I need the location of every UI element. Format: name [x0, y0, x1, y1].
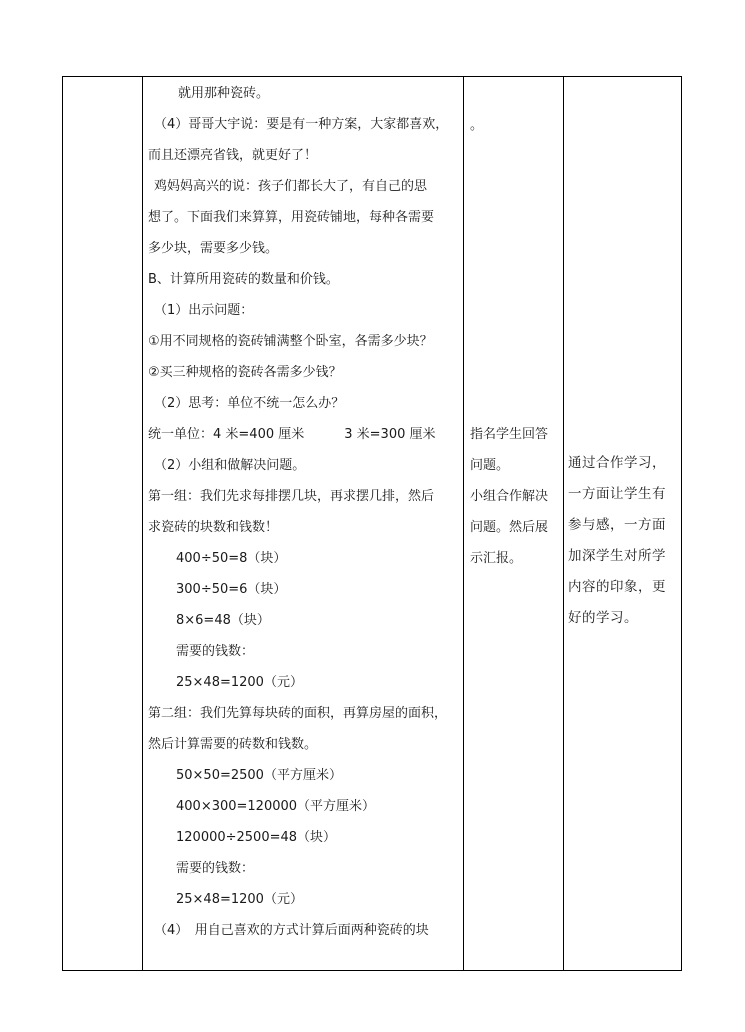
- teaching-process-column: [148, 78, 460, 946]
- text-line: （2）思考：单位不统一怎么办？: [154, 396, 345, 411]
- calculation-line: 50×50=2500（平方厘米）: [176, 768, 342, 783]
- text-line: 好的学习。: [568, 610, 638, 626]
- text-line: 然后计算需要的砖数和钱数。: [148, 737, 318, 752]
- text-line: 想了。下面我们来算算，用瓷砖铺地，每种各需要: [148, 210, 435, 225]
- table-right-border: [681, 76, 682, 971]
- section-heading: B、计算所用瓷砖的数量和价钱。: [148, 272, 339, 287]
- text-line: 求瓷砖的块数和钱数！: [148, 520, 279, 535]
- student-activity-column: [470, 419, 560, 574]
- text-line: 就用那种瓷砖。: [178, 86, 270, 101]
- calculation-line: 120000÷2500=48（块）: [176, 830, 337, 845]
- calculation-line: 25×48=1200（元）: [176, 675, 303, 690]
- text-line: 示汇报。: [470, 551, 523, 566]
- calculation-line: 300÷50=6（块）: [176, 582, 287, 597]
- design-intent-column: [568, 448, 678, 634]
- text-line: 第一组：我们先求每排摆几块，再求摆几排，然后: [148, 489, 435, 504]
- text-line: （4） 用自己喜欢的方式计算后面两种瓷砖的块: [154, 923, 429, 938]
- text-line: 通过合作学习，: [568, 455, 666, 471]
- question-item: ①用不同规格的瓷砖铺满整个卧室，各需多少块？: [148, 334, 433, 349]
- text-line: 一方面让学生有: [568, 486, 666, 502]
- unit-conversion-line: 统一单位：4 米=400 厘米 3 米=300 厘米: [148, 427, 436, 442]
- calculation-line: 8×6=48（块）: [176, 613, 270, 628]
- text-line: 加深学生对所学: [568, 548, 666, 564]
- text-line: 需要的钱数：: [176, 861, 255, 876]
- text-line: （4）哥哥大宇说：要是有一种方案，大家都喜欢，: [154, 117, 449, 132]
- calculation-line: 25×48=1200（元）: [176, 892, 303, 907]
- table-bottom-border: [62, 970, 682, 971]
- text-line: 内容的印象，更: [568, 579, 666, 595]
- calculation-line: 400÷50=8（块）: [176, 551, 287, 566]
- text-line: 指名学生回答: [470, 427, 549, 442]
- text-line: 而且还漂亮省钱，就更好了！: [148, 148, 318, 163]
- text-line: 小组合作解决: [470, 489, 549, 504]
- text-line: （1）出示问题：: [154, 303, 254, 318]
- table-col-divider-3: [563, 76, 564, 971]
- table-left-border: [62, 76, 63, 971]
- table-top-border: [62, 76, 682, 77]
- text-line: 多少块，需要多少钱。: [148, 241, 279, 256]
- calculation-line: 400×300=120000（平方厘米）: [176, 799, 376, 814]
- question-item: ②买三种规格的瓷砖各需多少钱？: [148, 365, 342, 380]
- text-line: 问题。: [470, 458, 510, 473]
- text-line: 需要的钱数：: [176, 644, 255, 659]
- text-line: 问题。然后展: [470, 520, 549, 535]
- table-col-divider-2: [463, 76, 464, 971]
- text-line: 鸡妈妈高兴的说：孩子们都长大了，有自己的思: [154, 179, 428, 194]
- student-activity-mark: 。: [470, 118, 484, 133]
- text-line: 参与感，一方面: [568, 517, 666, 533]
- text-line: （2）小组和做解决问题。: [154, 458, 306, 473]
- table-col-divider-1: [142, 76, 143, 971]
- text-line: 第二组：我们先算每块砖的面积，再算房屋的面积，: [148, 706, 448, 721]
